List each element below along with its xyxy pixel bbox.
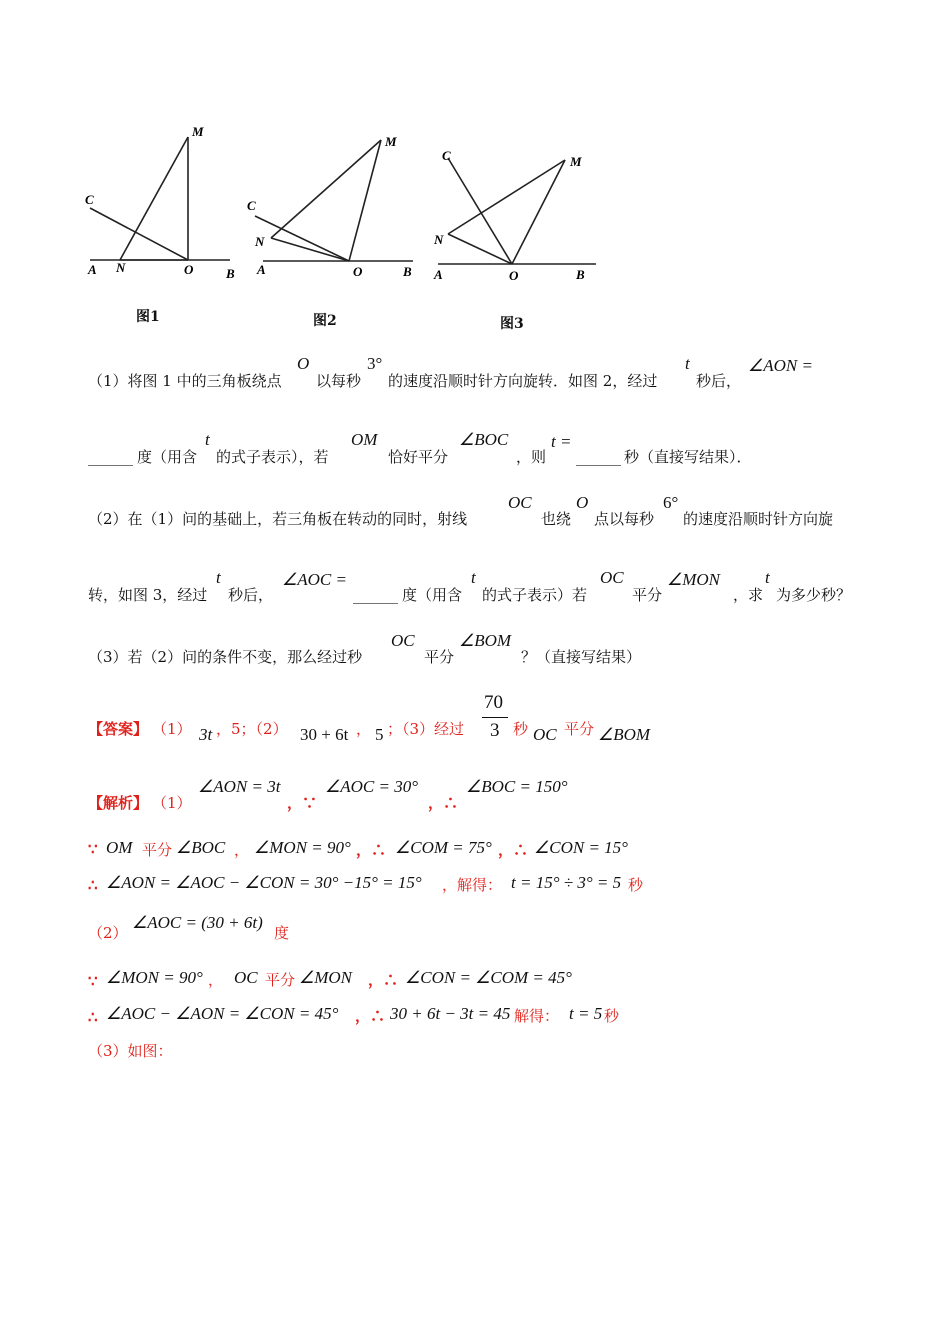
label-n: N bbox=[255, 234, 265, 249]
analysis-com: ∠COM = 75° bbox=[395, 838, 492, 857]
answer-v3: 5 bbox=[375, 725, 384, 744]
answer-s2: ， bbox=[356, 720, 372, 738]
label-b: B bbox=[226, 266, 235, 281]
q2-angle-aoc: ∠AOC = bbox=[282, 570, 347, 589]
q1-text-h: ，则 bbox=[516, 448, 547, 466]
q2-var-t-2: t bbox=[471, 568, 476, 587]
analysis-l3-s2: 秒 bbox=[628, 876, 644, 894]
label-a: A bbox=[88, 262, 97, 277]
analysis-l5-s3: ，∴ bbox=[368, 971, 399, 989]
analysis-l5-s1: ， bbox=[208, 971, 224, 989]
q1-text-a: （1）将图 1 中的三角板绕点 bbox=[88, 372, 282, 390]
analysis-l4-p: （2） bbox=[88, 924, 128, 942]
q2-text-i: 平分 bbox=[632, 586, 663, 604]
label-c: C bbox=[247, 198, 256, 213]
q2-point-o: O bbox=[576, 493, 589, 512]
answer-bom: ∠BOM bbox=[598, 725, 651, 744]
q1-degree: 3° bbox=[367, 354, 383, 373]
answer-s4: 秒 bbox=[513, 720, 529, 738]
q1-text-b: 以每秒 bbox=[316, 372, 362, 390]
line-co bbox=[448, 158, 512, 264]
q2-degree: 6° bbox=[663, 493, 679, 512]
label-m: M bbox=[192, 124, 204, 139]
answer-v1: 3t bbox=[199, 725, 213, 744]
q2-ray-oc-2: OC bbox=[600, 568, 624, 587]
q1-blank-1: ______ bbox=[88, 448, 133, 466]
q1-text-e: 度（用含 bbox=[137, 448, 198, 466]
label-a: A bbox=[257, 262, 266, 277]
analysis-l2-s4: ，∴ bbox=[498, 841, 529, 859]
analysis-l6-s1: ，∴ bbox=[355, 1007, 386, 1025]
q2-text-b: 也绕 bbox=[541, 510, 572, 528]
analysis-l5-s2: 平分 bbox=[265, 971, 296, 989]
q2-text-k: 为多少秒？ bbox=[776, 586, 852, 604]
label-a: A bbox=[434, 267, 443, 282]
line-nm bbox=[448, 160, 565, 234]
analysis-l6-s2: 解得： bbox=[514, 1007, 560, 1025]
analysis-om: OM bbox=[106, 838, 133, 857]
q1-blank-2: ______ bbox=[576, 448, 621, 466]
q2-text-f: 秒后， bbox=[228, 586, 274, 604]
analysis-l3-teq: t = 15° ÷ 3° = 5 bbox=[511, 873, 622, 892]
figure-2-caption: 图2 bbox=[313, 313, 337, 329]
answer-fraction-num: 70 bbox=[484, 692, 503, 713]
answer-fraction-den: 3 bbox=[490, 720, 500, 741]
q2-text-d: 的速度沿顺时针方向旋 bbox=[683, 510, 834, 528]
q1-angle-aon: ∠AON = bbox=[748, 356, 813, 375]
answer-v2: 30 + 6t bbox=[300, 725, 349, 744]
q2-text-e: 转，如图 3，经过 bbox=[88, 586, 208, 604]
analysis-e1: ∠AON = 3t bbox=[198, 777, 281, 796]
analysis-l2-s1: 平分 bbox=[142, 841, 173, 859]
q3-angle-bom: ∠BOM bbox=[459, 631, 512, 650]
q2-text-c: 点以每秒 bbox=[594, 510, 655, 528]
analysis-l3-eq: ∠AON = ∠AOC − ∠CON = 30° −15° = 15° bbox=[106, 873, 422, 892]
answer-p1: （1） bbox=[152, 720, 192, 738]
q1-var-t: t bbox=[685, 354, 690, 373]
answer-s3: ；（3）经过 bbox=[387, 720, 465, 738]
label-o: O bbox=[184, 262, 194, 277]
figure-1-caption: 图1 bbox=[136, 309, 160, 325]
figure-3 bbox=[428, 142, 613, 292]
q3-text-b: 平分 bbox=[424, 648, 455, 666]
analysis-e3: ∠BOC = 150° bbox=[466, 777, 568, 796]
q1-angle-boc: ∠BOC bbox=[459, 430, 509, 449]
label-c: C bbox=[85, 192, 94, 207]
therefore-symbol-2: ∴ bbox=[88, 1008, 98, 1026]
line-co bbox=[90, 208, 188, 260]
analysis-l2-s3: ，∴ bbox=[356, 841, 387, 859]
because-symbol: ∵ bbox=[88, 840, 98, 858]
analysis-con: ∠CON = 15° bbox=[534, 838, 628, 857]
label-o: O bbox=[353, 264, 363, 279]
line-om bbox=[349, 140, 381, 261]
analysis-boc: ∠BOC bbox=[176, 838, 226, 857]
analysis-c1: ，∵ bbox=[287, 794, 318, 812]
q1-text-f: 的式子表示），若 bbox=[216, 448, 329, 466]
q1-text-g: 恰好平分 bbox=[388, 448, 449, 466]
label-b: B bbox=[576, 267, 585, 282]
q1-ray-om: OM bbox=[351, 430, 378, 449]
label-m: M bbox=[570, 154, 582, 169]
analysis-l5-mon: ∠MON = 90° bbox=[106, 968, 203, 987]
q1-text-i: 秒（直接写结果）． bbox=[624, 448, 752, 466]
answer-s5: 平分 bbox=[564, 720, 595, 738]
therefore-symbol: ∴ bbox=[88, 876, 98, 894]
q1-t-equals: t = bbox=[551, 432, 572, 451]
label-n: N bbox=[116, 260, 126, 275]
q3-text-c: ？（直接写结果） bbox=[521, 648, 642, 666]
q2-ray-oc: OC bbox=[508, 493, 532, 512]
figure-2 bbox=[245, 128, 425, 288]
analysis-l6-s3: 秒 bbox=[604, 1007, 620, 1025]
fraction-bar bbox=[482, 717, 508, 718]
q2-text-a: （2）在（1）问的基础上，若三角板在转动的同时，射线 bbox=[88, 510, 468, 528]
label-o: O bbox=[509, 268, 519, 283]
q2-text-h: 的式子表示）若 bbox=[482, 586, 588, 604]
q2-var-t: t bbox=[216, 568, 221, 587]
q1-point-o: O bbox=[297, 354, 310, 373]
answer-tag: 【答案】 bbox=[88, 720, 149, 738]
q3-ray-oc: OC bbox=[391, 631, 415, 650]
analysis-e2: ∠AOC = 30° bbox=[325, 777, 419, 796]
label-b: B bbox=[403, 264, 412, 279]
analysis-l5-oc: OC bbox=[234, 968, 258, 987]
analysis-l5-eq: ∠CON = ∠COM = 45° bbox=[405, 968, 572, 987]
line-om bbox=[512, 160, 565, 264]
label-m: M bbox=[385, 134, 397, 149]
label-n: N bbox=[434, 232, 444, 247]
q1-text-d: 秒后， bbox=[696, 372, 742, 390]
q2-text-j: ，求 bbox=[733, 586, 764, 604]
answer-oc: OC bbox=[533, 725, 557, 744]
analysis-tag: 【解析】 bbox=[88, 794, 149, 812]
analysis-mon: ∠MON = 90° bbox=[254, 838, 351, 857]
analysis-l7: （3）如图： bbox=[88, 1042, 173, 1060]
analysis-p1: （1） bbox=[152, 794, 192, 812]
analysis-l4-eq: ∠AOC = (30 + 6t) bbox=[132, 913, 263, 932]
label-c: C bbox=[442, 148, 451, 163]
analysis-l2-s2: ， bbox=[234, 841, 250, 859]
line-co bbox=[255, 216, 349, 261]
q2-text-g: 度（用含 bbox=[402, 586, 463, 604]
analysis-l6-eq2: 30 + 6t − 3t = 45 bbox=[390, 1004, 511, 1023]
analysis-l6-eq1: ∠AOC − ∠AON = ∠CON = 45° bbox=[106, 1004, 339, 1023]
q3-text-a: （3）若（2）问的条件不变，那么经过秒 bbox=[88, 648, 363, 666]
q1-var-t-2: t bbox=[205, 430, 210, 449]
q2-blank: ______ bbox=[353, 586, 398, 604]
q2-angle-mon: ∠MON bbox=[667, 570, 721, 589]
q2-var-t-3: t bbox=[765, 568, 770, 587]
figure-3-caption: 图3 bbox=[500, 316, 524, 332]
line-nm bbox=[271, 140, 381, 238]
analysis-l6-teq: t = 5 bbox=[569, 1004, 603, 1023]
q1-text-c: 的速度沿顺时针方向旋转．如图 2，经过 bbox=[388, 372, 658, 390]
analysis-c2: ，∴ bbox=[428, 794, 459, 812]
because-symbol-2: ∵ bbox=[88, 972, 98, 990]
analysis-l4-unit: 度 bbox=[274, 924, 290, 942]
analysis-l5-mon2: ∠MON bbox=[299, 968, 353, 987]
analysis-l3-s1: ，解得： bbox=[442, 876, 503, 894]
figure-1 bbox=[80, 120, 245, 285]
answer-s1: ，5；（2） bbox=[216, 720, 288, 738]
